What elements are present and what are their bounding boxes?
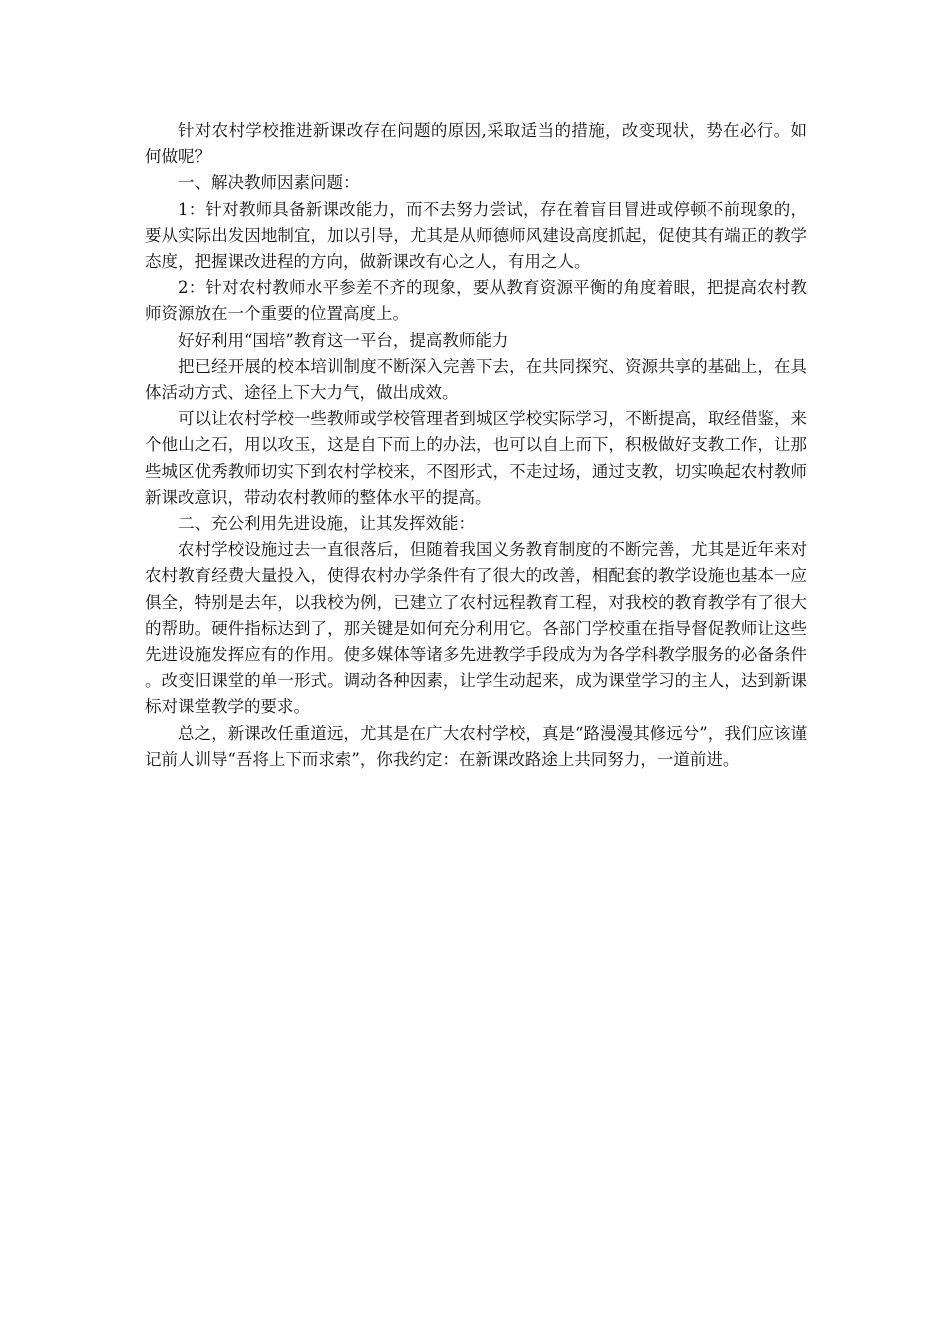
heading-teacher-factors: 一、解决教师因素问题： [178,173,360,193]
paragraph-point-2: 2：针对农村教师水平参差不齐的现象，要从教育资源平衡的角度着眼，把提高农村教师资源放在一个重要的位置高度上。 [145,278,807,324]
paragraph-point-1: 1：针对教师具备新课改能力，而不去努力尝试，存在着盲目冒进或停顿不前现象的，要从实际出发因地制宜，加以引导，尤其是从师德师风建设高度抓起，促使其有端正的教学态度，把握课改进程的方向，做新课改有心之人，有用之人。 [145,199,807,272]
heading-facilities: 二、充公利用先进设施，让其发挥效能： [178,514,475,534]
paragraph-conclusion: 总之，新课改任重道远，尤其是在广大农村学校，真是“路漫漫其修远兮”，我们应该谨记前人训导“吾将上下而求索”，你我约定：在新课改路途上共同努力，一道前进。 [145,723,807,769]
paragraph-school-training: 把已经开展的校本培训制度不断深入完善下去，在共同探究、资源共享的基础上，在具体活动方式、途径上下大力气，做出成效。 [145,356,807,403]
paragraph-exchange: 可以让农村学校一些教师或学校管理者到城区学校实际学习，不断提高，取经借鉴，来个他山之石，用以攻玉，这是自下而上的办法，也可以自上而下，积极做好支教工作，让那些城区优秀教师切实下到农村学校来，不图形式，不走过场，通过支教，切实唤起农村教师新课改意识，带动农村教师的整体水平的提高。 [145,409,807,507]
paragraph-national-training: 好好利用“国培”教育这一平台，提高教师能力 [178,330,509,350]
paragraph-intro: 针对农村学校推进新课改存在问题的原因,采取适当的措施，改变现状，势在必行。如何做呢？ [145,121,807,167]
document-page [145,118,807,773]
paragraph-facilities: 农村学校设施过去一直很落后，但随着我国义务教育制度的不断完善，尤其是近年来对农村教育经费大量投入，使得农村办学条件有了很大的改善，相配套的教学设施也基本一应俱全，特别是去年，以我校为例，已建立了农村远程教育工程，对我校的教育教学有了很大的帮助。硬件指标达到了，那关键是如何充分利用它。各部门学校重在指导督促教师让这些先进设施发挥应有的作用。使多媒体等诸多先进教学手段成为为各学科教学服务的必备条件。改变旧课堂的单一形式。调动各种因素，让学生动起来，成为课堂学习的主人，达到新课标对课堂教学的要求。 [145,540,807,717]
